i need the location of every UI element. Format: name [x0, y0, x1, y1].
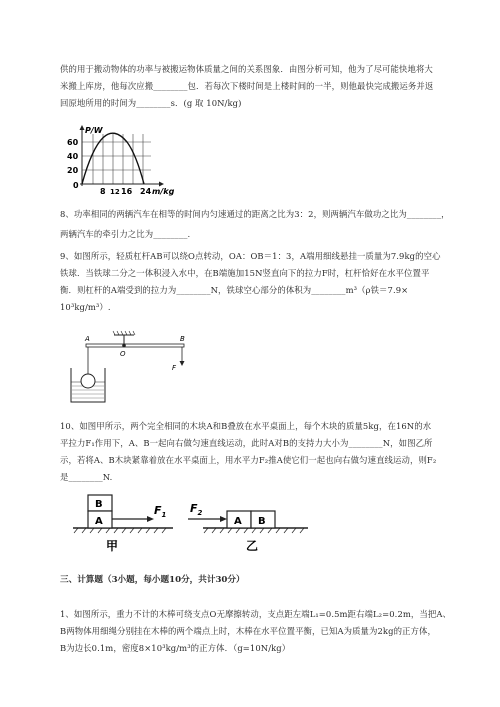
force-f-arrowhead	[180, 361, 185, 366]
blocks-diagram	[68, 490, 318, 560]
block-b-label: B	[95, 499, 103, 510]
graph-grid	[82, 134, 151, 184]
intro-line-2: 米搬上库房，他每次应搬________包．若每次下楼时间是上楼时间的一半，则他最快完成搬运务并返	[60, 81, 434, 91]
ceiling-hatch	[113, 331, 135, 335]
q8-line-1: 8、功率相同的两辆汽车在相等的时间内匀速通过的距离之比为3：2，则两辆汽车做功之比为________，	[60, 209, 450, 219]
block-a-label: A	[95, 516, 103, 527]
pivot-point	[122, 344, 126, 348]
x-tick-16: 16	[121, 187, 133, 196]
x-tick-8: 8	[100, 187, 106, 196]
calc1-line-1: 1、如图所示，重力不计的木棒可绕支点O无摩擦转动，支点距左端L₁=0.5m距右端L₂=0.2m，当把A、	[60, 609, 451, 619]
power-mass-graph	[66, 124, 186, 196]
q9-line-2: 铁球．当铁球二分之一体积浸入水中，在B端施加15N竖直向下的拉力F时，杠杆恰好在水平位置平	[60, 268, 430, 278]
q10-line-4: 是________N.	[60, 472, 113, 482]
block-b-right-label: B	[258, 516, 266, 527]
force-f1-arrowhead	[147, 516, 154, 522]
x-axis-label: m/kg	[152, 187, 175, 196]
lever-bar	[86, 344, 184, 347]
calc1-line-3: B为边长0.1m，密度8×10³kg/m³的正方体．（g=10N/kg）	[60, 643, 291, 653]
block-a-right-label: A	[234, 516, 242, 527]
x-tick-24: 24	[140, 187, 152, 196]
q10-line-3: 示，若将A、B木块紧靠着放在水平桌面上，用水平力F₂推A使它们一起也向右做匀速直线运动，则F₂	[60, 455, 437, 465]
lever-diagram	[68, 330, 198, 405]
iron-ball	[81, 374, 95, 388]
y-axis-arrow	[80, 125, 85, 130]
force-f1-label: $F_1$	[154, 504, 167, 519]
figure-a	[73, 495, 173, 553]
y-tick-40: 40	[67, 152, 79, 161]
q9-line-4: 10³kg/m³）.	[60, 302, 111, 312]
section-3-heading: 三、计算题（3小题，每小题10分，共计30分）	[60, 575, 245, 585]
q10-line-1: 10、如图甲所示，两个完全相同的木块A和B叠放在水平桌面上，每个木块的质量5kg，在16N的水	[60, 421, 432, 431]
label-a: A	[85, 335, 90, 343]
label-b: B	[180, 335, 185, 343]
q8-line-2: 两辆汽车的牵引力之比为________.	[60, 229, 191, 239]
figure-b	[188, 502, 308, 553]
force-f2-label: $F_2$	[190, 502, 203, 517]
caption-a: 甲	[106, 539, 119, 553]
q10-line-2: 平拉力F₁作用下，A、B一起向右做匀速直线运动，此时A对B的支持力大小为________N，如图乙所	[60, 438, 433, 448]
y-tick-60: 60	[67, 138, 79, 147]
intro-line-3: 回原地所用的时间为________s．(g 取 10N/kg)	[60, 98, 242, 108]
x-tick-12: 12	[110, 188, 120, 196]
q9-line-1: 9、如图所示，轻质杠杆AB可以绕O点转动，OA：OB＝1：3，A端用细线悬挂一质量为7.9kg的空心	[60, 251, 441, 261]
y-tick-20: 20	[67, 166, 79, 175]
label-o: O	[120, 350, 126, 358]
calc1-line-2: B两物体用细绳分别挂在木棒的两个端点上时，木棒在水平位置平衡，已知A为质量为2kg的正方体，	[60, 626, 436, 636]
force-f2-arrowhead	[220, 516, 227, 522]
intro-line-1: 供的用于搬动物体的功率与被搬运物体质量之间的关系图象．由图分析可知，他为了尽可能快地将大	[60, 64, 433, 74]
y-axis-label: P/W	[85, 126, 103, 135]
x-axis-arrow	[159, 182, 164, 187]
caption-b: 乙	[246, 539, 259, 553]
label-f: F	[172, 364, 177, 372]
origin-label: 0	[73, 181, 79, 190]
q9-line-3: 衡．则杠杆的A端受到的拉力为________N，铁球空心部分的体积为________m³（ρ铁＝7.9×	[60, 285, 409, 295]
